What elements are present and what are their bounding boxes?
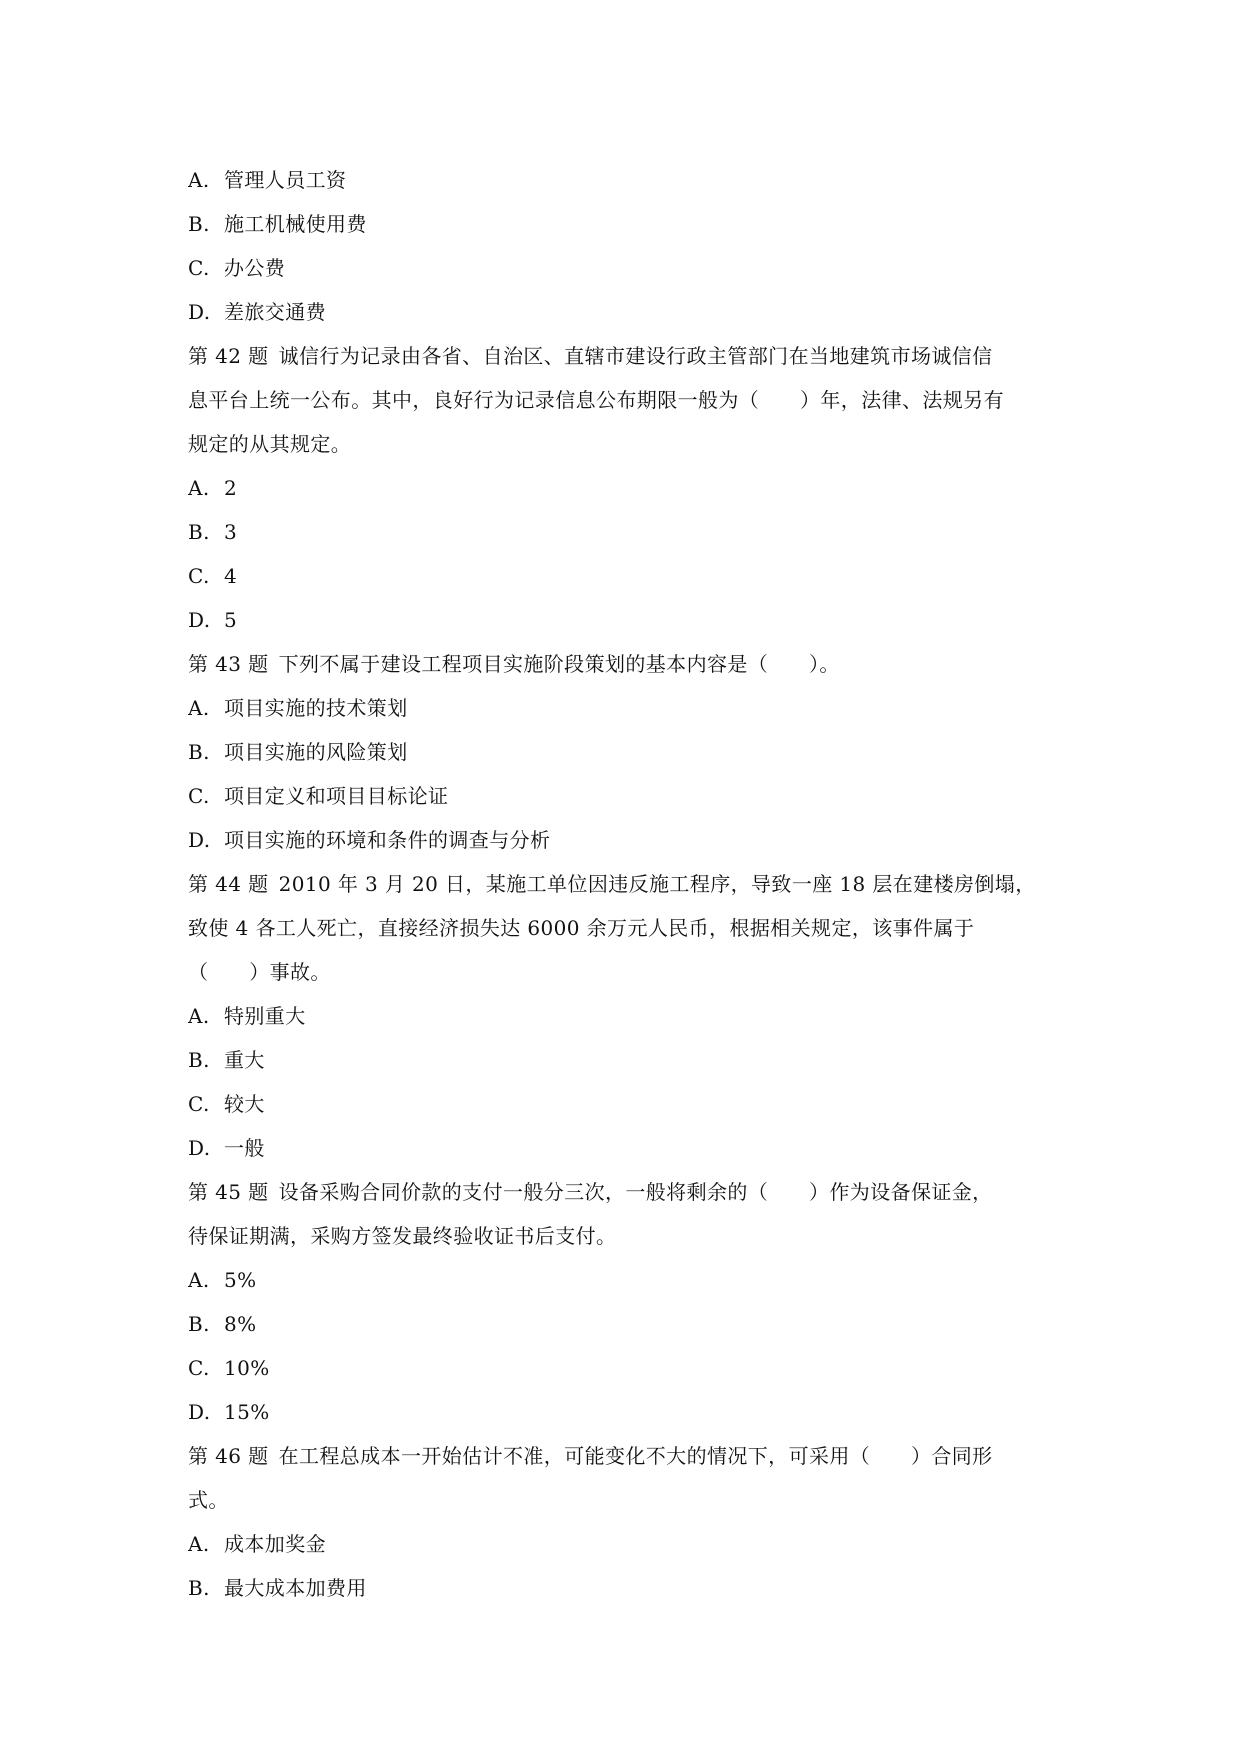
option-text: 施工机械使用费 bbox=[224, 212, 367, 236]
option-letter: B. bbox=[188, 1312, 210, 1336]
question-number: 第 43 题 bbox=[188, 652, 269, 676]
answer-option bbox=[188, 994, 1058, 1038]
option-letter: C. bbox=[188, 784, 210, 808]
answer-option bbox=[188, 246, 1058, 290]
option-letter: C. bbox=[188, 256, 210, 280]
option-text: 管理人员工资 bbox=[224, 168, 347, 192]
answer-option bbox=[188, 1390, 1058, 1434]
answer-option bbox=[188, 466, 1058, 510]
answer-option bbox=[188, 686, 1058, 730]
option-letter: B. bbox=[188, 1576, 210, 1600]
answer-option bbox=[188, 510, 1058, 554]
question-text-continued: 待保证期满，采购方签发最终验收证书后支付。 bbox=[188, 1224, 617, 1248]
answer-option bbox=[188, 158, 1058, 202]
option-text: 3 bbox=[224, 520, 238, 544]
option-text: 重大 bbox=[224, 1048, 265, 1072]
question-stem bbox=[188, 642, 1058, 686]
question-stem bbox=[188, 1170, 1058, 1214]
option-text: 4 bbox=[224, 564, 238, 588]
answer-option bbox=[188, 730, 1058, 774]
option-text: 8% bbox=[224, 1312, 257, 1336]
option-letter: A. bbox=[188, 1268, 210, 1292]
question-number: 第 46 题 bbox=[188, 1444, 269, 1468]
option-letter: A. bbox=[188, 696, 210, 720]
option-text: 最大成本加费用 bbox=[224, 1576, 367, 1600]
question-text-continued: 致使 4 各工人死亡，直接经济损失达 6000 余万元人民币，根据相关规定，该事件属于 bbox=[188, 916, 975, 940]
answer-option bbox=[188, 1258, 1058, 1302]
option-text: 较大 bbox=[224, 1092, 265, 1116]
option-text: 差旅交通费 bbox=[224, 300, 326, 324]
option-text: 办公费 bbox=[224, 256, 286, 280]
option-text: 项目定义和项目目标论证 bbox=[224, 784, 449, 808]
option-letter: B. bbox=[188, 520, 210, 544]
question-text: 设备采购合同价款的支付一般分三次，一般将剩余的（ ）作为设备保证金， bbox=[278, 1180, 993, 1204]
option-letter: D. bbox=[188, 608, 211, 632]
answer-option bbox=[188, 1126, 1058, 1170]
option-text: 10% bbox=[224, 1356, 270, 1380]
option-letter: C. bbox=[188, 564, 210, 588]
question-text: 在工程总成本一开始估计不准，可能变化不大的情况下，可采用（ ）合同形 bbox=[278, 1444, 993, 1468]
question-number: 第 44 题 bbox=[188, 872, 269, 896]
answer-option bbox=[188, 1522, 1058, 1566]
question-text-continued: 规定的从其规定。 bbox=[188, 432, 352, 456]
option-text: 项目实施的风险策划 bbox=[224, 740, 408, 764]
answer-option bbox=[188, 818, 1058, 862]
option-letter: D. bbox=[188, 1400, 211, 1424]
option-text: 5% bbox=[224, 1268, 257, 1292]
question-text-continued: 式。 bbox=[188, 1488, 229, 1512]
option-letter: D. bbox=[188, 300, 211, 324]
answer-option bbox=[188, 1302, 1058, 1346]
option-letter: C. bbox=[188, 1092, 210, 1116]
question-stem bbox=[188, 862, 1058, 906]
question-number: 第 45 题 bbox=[188, 1180, 269, 1204]
question-stem bbox=[188, 334, 1058, 378]
question-number: 第 42 题 bbox=[188, 344, 269, 368]
question-stem bbox=[188, 1434, 1058, 1478]
question-text: 诚信行为记录由各省、自治区、直辖市建设行政主管部门在当地建筑市场诚信信 bbox=[278, 344, 993, 368]
option-letter: A. bbox=[188, 1532, 210, 1556]
option-letter: D. bbox=[188, 828, 211, 852]
question-text: 下列不属于建设工程项目实施阶段策划的基本内容是（ ）。 bbox=[278, 652, 840, 676]
option-text: 特别重大 bbox=[224, 1004, 306, 1028]
answer-option bbox=[188, 554, 1058, 598]
option-text: 成本加奖金 bbox=[224, 1532, 326, 1556]
question-text: 2010 年 3 月 20 日，某施工单位因违反施工程序，导致一座 18 层在建楼房倒塌， bbox=[278, 872, 1036, 896]
question-text-continued: 息平台上统一公布。其中，良好行为记录信息公布期限一般为（ ）年，法律、法规另有 bbox=[188, 388, 1004, 412]
answer-option bbox=[188, 598, 1058, 642]
answer-option bbox=[188, 1038, 1058, 1082]
answer-option bbox=[188, 774, 1058, 818]
option-letter: A. bbox=[188, 1004, 210, 1028]
option-text: 5 bbox=[224, 608, 238, 632]
option-letter: D. bbox=[188, 1136, 211, 1160]
option-letter: B. bbox=[188, 212, 210, 236]
answer-option bbox=[188, 1082, 1058, 1126]
option-text: 一般 bbox=[224, 1136, 265, 1160]
answer-option bbox=[188, 290, 1058, 334]
option-text: 2 bbox=[224, 476, 238, 500]
document-body bbox=[188, 158, 1058, 1610]
question-text-continued: （ ）事故。 bbox=[188, 960, 331, 984]
option-text: 15% bbox=[224, 1400, 270, 1424]
answer-option bbox=[188, 1346, 1058, 1390]
answer-option bbox=[188, 1566, 1058, 1610]
option-letter: A. bbox=[188, 168, 210, 192]
option-letter: A. bbox=[188, 476, 210, 500]
option-letter: C. bbox=[188, 1356, 210, 1380]
option-letter: B. bbox=[188, 1048, 210, 1072]
option-text: 项目实施的技术策划 bbox=[224, 696, 408, 720]
option-text: 项目实施的环境和条件的调查与分析 bbox=[224, 828, 551, 852]
answer-option bbox=[188, 202, 1058, 246]
option-letter: B. bbox=[188, 740, 210, 764]
